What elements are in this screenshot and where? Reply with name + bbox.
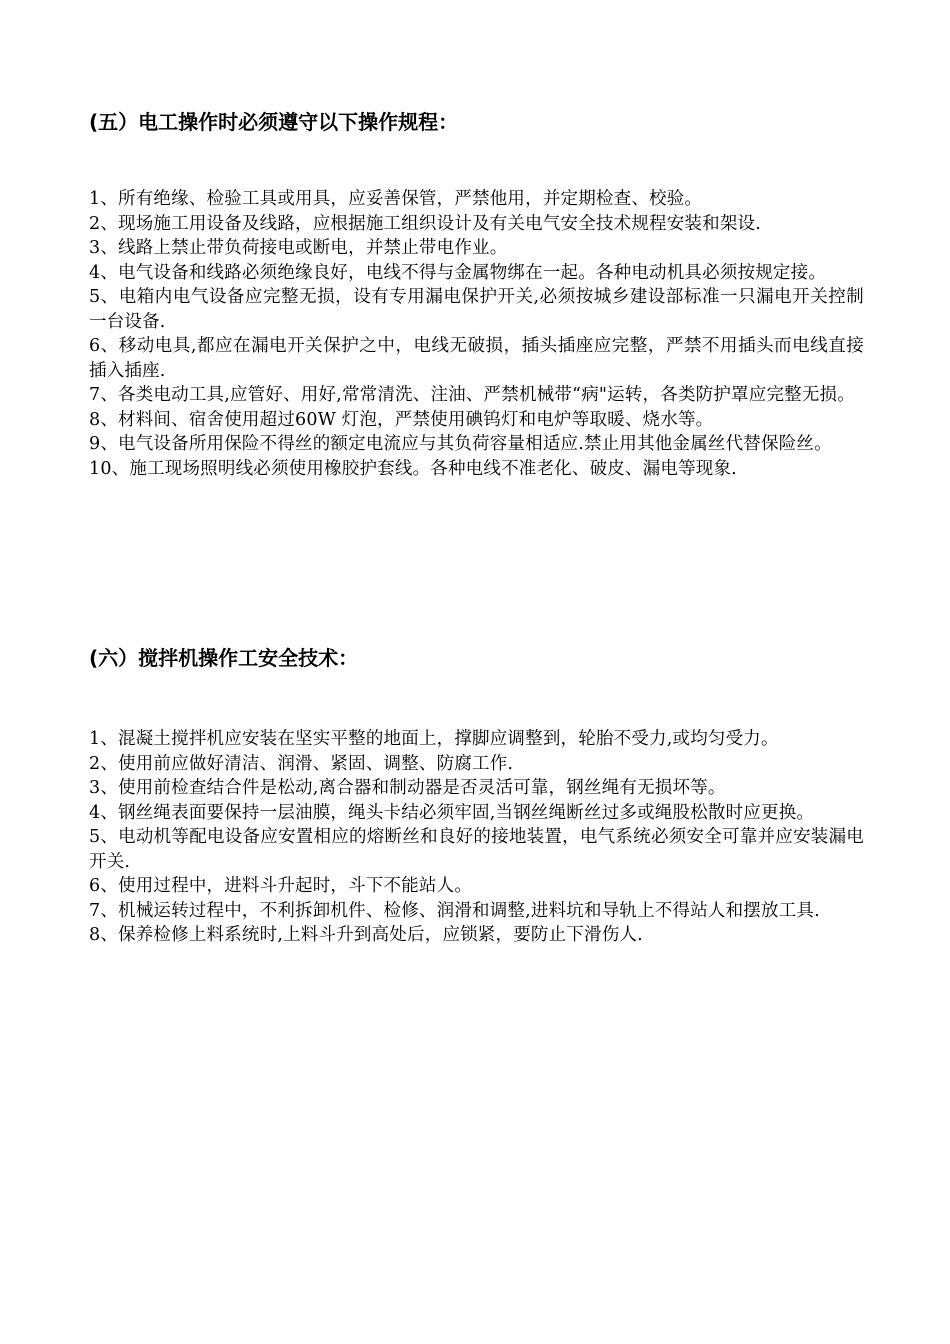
list-item: 4、钢丝绳表面要保持一层油膜，绳头卡结必须牢固,当钢丝绳断丝过多或绳股松散时应更换。 bbox=[89, 802, 815, 823]
list-item: 8、材料间、宿舍使用超过60W 灯泡，严禁使用碘钨灯和电炉等取暖、烧水等。 bbox=[89, 409, 714, 430]
list-item: 5、电箱内电气设备应完整无损，设有专用漏电保护开关,必须按城乡建设部标准一只漏电开关控制一台设备. bbox=[89, 287, 864, 332]
list-item: 3、线路上禁止带负荷接电或断电，并禁止带电作业。 bbox=[89, 238, 508, 258]
list-item: 4、电气设备和线路必须绝缘良好，电线不得与金属物绑在一起。各种电动机具必须按规定接。 bbox=[89, 262, 827, 283]
list-item: 1、所有绝缘、检验工具或用具，应妥善保管，严禁他用，并定期检查、校验。 bbox=[89, 189, 703, 209]
rules-list bbox=[89, 187, 864, 481]
list-item: 5、电动机等配电设备应安置相应的熔断丝和良好的接地装置，电气系统必须安全可靠并应安装漏电开关. bbox=[89, 827, 864, 872]
section-heading: (六）搅拌机操作工安全技术： bbox=[89, 646, 359, 670]
list-item: 6、移动电具,都应在漏电开关保护之中，电线无破损，插头插座应完整，严禁不用插头而电线直接插入插座. bbox=[89, 336, 864, 381]
section-electrician-rules bbox=[89, 108, 864, 481]
list-item: 10、施工现场照明线必须使用橡胶护套线。各种电线不准老化、破皮、漏电等现象. bbox=[89, 458, 737, 479]
list-item: 2、使用前应做好清洁、润滑、紧固、调整、防腐工作. bbox=[89, 753, 514, 774]
section-mixer-safety bbox=[89, 644, 864, 948]
rules-list bbox=[89, 727, 864, 948]
list-item: 8、保养检修上料系统时,上料斗升到高处后，应锁紧，要防止下滑伤人. bbox=[89, 925, 643, 945]
section-heading: (五）电工操作时必须遵守以下操作规程： bbox=[89, 110, 459, 134]
list-item: 2、现场施工用设备及线路，应根据施工组织设计及有关电气安全技术规程安装和架设. bbox=[89, 213, 761, 234]
list-item: 1、混凝土搅拌机应安装在坚实平整的地面上，撑脚应调整到，轮胎不受力,或均匀受力。 bbox=[89, 729, 779, 749]
list-item: 6、使用过程中，进料斗升起时，斗下不能站人。 bbox=[89, 876, 473, 896]
list-item: 7、各类电动工具,应管好、用好,常常清洗、注油、严禁机械带“病"运转，各类防护罩应完整无损。 bbox=[89, 385, 855, 405]
list-item: 3、使用前检查结合件是松动,离合器和制动器是否灵活可靠，钢丝绳有无损坏等。 bbox=[89, 778, 726, 798]
list-item: 7、机械运转过程中，不利拆卸机件、检修、润滑和调整,进料坑和导轨上不得站人和摆放工具. bbox=[89, 900, 820, 921]
list-item: 9、电气设备所用保险不得丝的额定电流应与其负荷容量相适应.禁止用其他金属丝代替保险丝。 bbox=[89, 434, 832, 454]
